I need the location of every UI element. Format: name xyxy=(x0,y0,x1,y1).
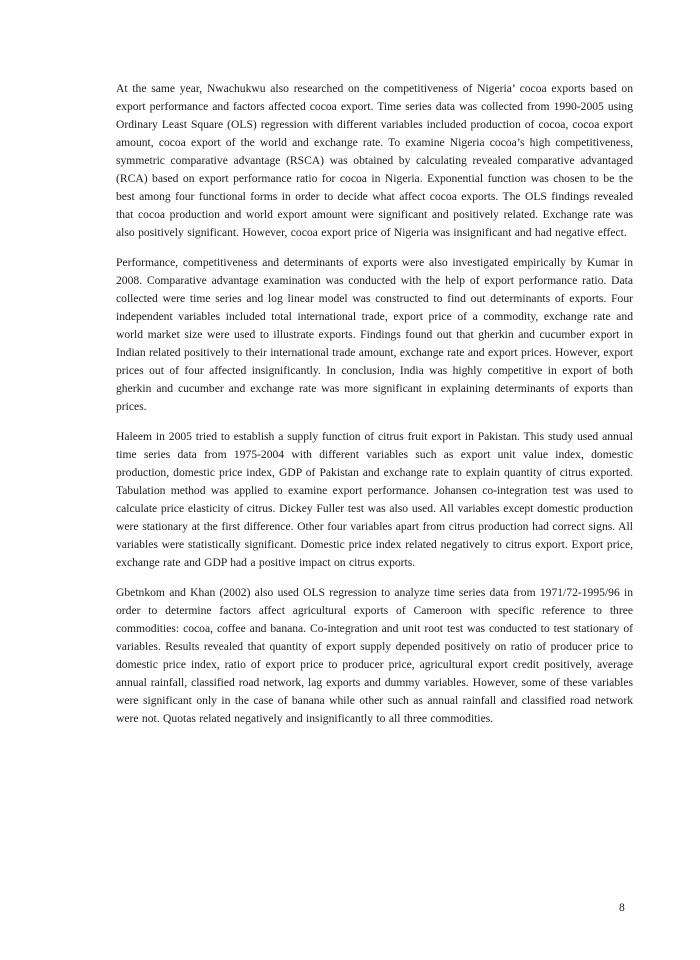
paragraph-gbetnkom-khan: Gbetnkom and Khan (2002) also used OLS regression to analyze time series data from 1971/72-1995/96 in order to determine factors affect agricultural exports of Cameroon with specific reference to three commodities: cocoa, coffee and banana. Co-integration and unit root test was conducted to test stationary of variables. Results revealed that quantity of export supply depended positively on ratio of producer price to domestic price index, ratio of export price to producer price, agricultural export credit positively, average annual rainfall, classified road network, lag exports and dummy variables. However, some of these variables were significant only in the case of banana while other such as annual rainfall and classified road network were not. Quotas related negatively and insignificantly to all three commodities. xyxy=(116,586,633,725)
paragraph-kumar: Performance, competitiveness and determinants of exports were also investigated empirically by Kumar in 2008. Comparative advantage examination was conducted with the help of export performance ratio. Data collected were time series and log linear model was constructed to find out determinants of exports. Four independent variables included total international trade, export price of a commodity, exchange rate and world market size were used to illustrate exports. Findings found out that gherkin and cucumber export in Indian related positively to their international trade amount, exchange rate and export prices. However, export prices out of four affected insignificantly. In conclusion, India was highly competitive in export of both gherkin and cucumber and exchange rate was more significant in explaining determinants of exports than prices. xyxy=(116,256,633,413)
page-number: 8 xyxy=(619,901,625,914)
body-text xyxy=(116,80,633,740)
paragraph-haleem: Haleem in 2005 tried to establish a supply function of citrus fruit export in Pakistan. This study used annual time series data from 1975-2004 with different variables such as export unit value index, domestic production, domestic price index, GDP of Pakistan and exchange rate to explain quantity of citrus exported. Tabulation method was applied to examine export performance. Johansen co-integration test was used to calculate price elasticity of citrus. Dickey Fuller test was also used. All variables except domestic production were stationary at the first difference. Other four variables apart from citrus production had correct signs. All variables were statistically significant. Domestic price index related negatively to citrus export. Export price, exchange rate and GDP had a positive impact on citrus exports. xyxy=(116,430,633,569)
paragraph-nwachukwu: At the same year, Nwachukwu also researched on the competitiveness of Nigeria’ cocoa exports based on export performance and factors affected cocoa export. Time series data was collected from 1990-2005 using Ordinary Least Square (OLS) regression with different variables included production of cocoa, cocoa export amount, cocoa export of the world and exchange rate. To examine Nigeria cocoa’s high competitiveness, symmetric comparative advantage (RSCA) was obtained by calculating revealed comparative advantaged (RCA) based on export performance ratio for cocoa in Nigeria. Exponential function was chosen to be the best among four functional forms in order to decide what affect cocoa exports. The OLS findings revealed that cocoa production and world export amount were significant and positively related. Exchange rate was also positively significant. However, cocoa export price of Nigeria was insignificant and had negative effect. xyxy=(116,82,633,239)
